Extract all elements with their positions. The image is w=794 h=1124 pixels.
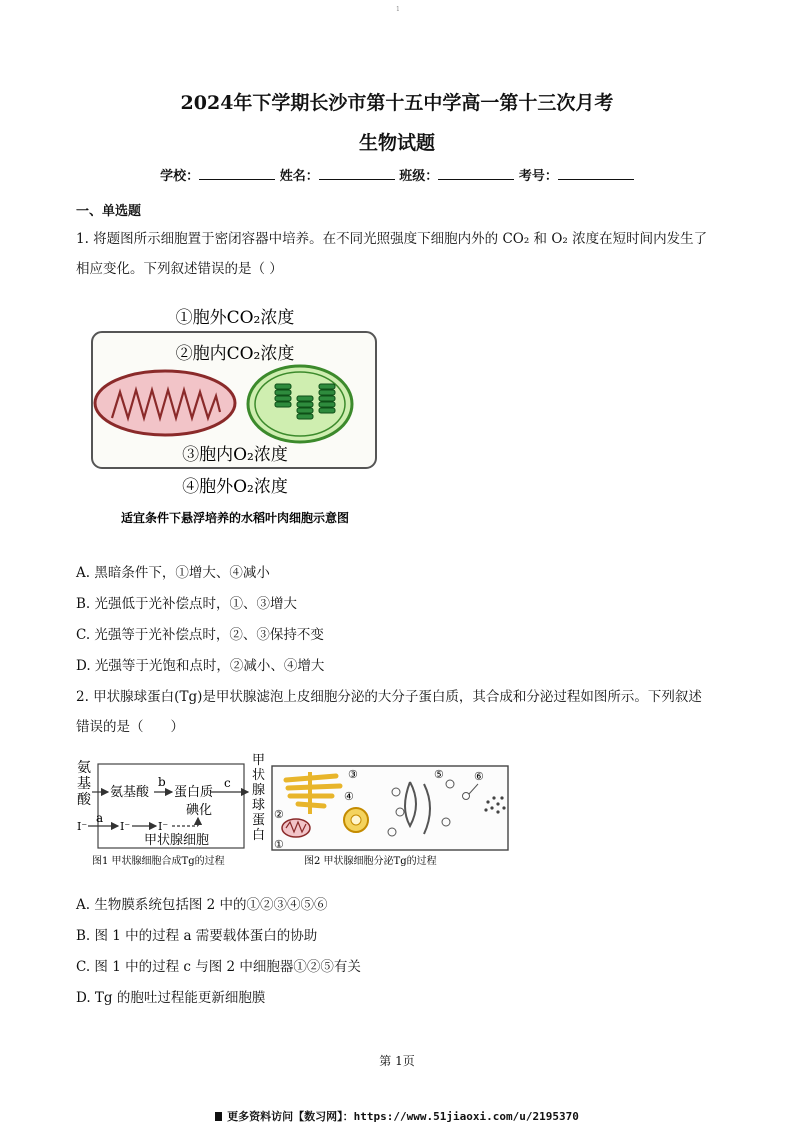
name-label: 姓名： bbox=[279, 169, 319, 184]
figure1 bbox=[77, 753, 265, 867]
name-blank[interactable] bbox=[319, 167, 395, 180]
q1-figure bbox=[90, 300, 390, 532]
label-intracellular-co2: ②胞内CO₂浓度 bbox=[175, 344, 295, 364]
id-label: 考号： bbox=[518, 169, 558, 184]
label-4: ④ bbox=[344, 790, 354, 803]
aminoacid-vertical-1: 氨 bbox=[77, 760, 91, 776]
q1-stem bbox=[76, 224, 720, 284]
flag-icon bbox=[215, 1112, 222, 1121]
chloroplast bbox=[248, 366, 352, 442]
label-1: ① bbox=[274, 838, 284, 851]
protein-label: 蛋白质 bbox=[174, 785, 214, 800]
iodide-outside: I⁻ bbox=[77, 820, 88, 833]
label-3: ③ bbox=[348, 768, 358, 781]
figure1-caption: 图1 甲状腺细胞合成Tg的过程 bbox=[92, 856, 225, 867]
page-number: 第 1页 bbox=[379, 1054, 415, 1068]
label-6: ⑥ bbox=[474, 770, 484, 783]
class-blank[interactable] bbox=[438, 167, 514, 180]
process-c-label: c bbox=[224, 776, 231, 790]
process-b-label: b bbox=[158, 775, 166, 789]
exam-title: 2024年下学期长沙市第十五中学高一第十三次月考 bbox=[180, 92, 614, 114]
q1-option-c[interactable]: C. 光强等于光补偿点时，②、③保持不变 bbox=[76, 627, 324, 643]
q2-stem bbox=[76, 682, 720, 742]
aminoacid-vertical-3: 酸 bbox=[77, 792, 91, 808]
label-extracellular-o2: ④胞外O₂浓度 bbox=[182, 477, 288, 497]
figure2-caption: 图2 甲状腺细胞分泌Tg的过程 bbox=[304, 856, 437, 867]
thyroid-cell-label: 甲状腺细胞 bbox=[144, 833, 210, 848]
q2-figure bbox=[74, 752, 514, 872]
q2-option-d[interactable]: D. Tg 的胞吐过程能更新细胞膜 bbox=[76, 990, 266, 1006]
label-extracellular-co2: ①胞外CO₂浓度 bbox=[175, 308, 295, 328]
mitochondrion bbox=[95, 371, 235, 435]
class-label: 班级： bbox=[399, 169, 439, 184]
figure2 bbox=[272, 766, 508, 867]
tg-vertical-3: 腺 bbox=[252, 783, 266, 798]
tg-vertical-1: 甲 bbox=[252, 753, 266, 768]
process-a-label: a bbox=[96, 811, 104, 825]
id-blank[interactable] bbox=[558, 167, 634, 180]
label-intracellular-o2: ③胞内O₂浓度 bbox=[182, 445, 288, 465]
q1-stem-line2: 相应变化。下列叙述错误的是（ ） bbox=[76, 261, 283, 277]
q1-option-a[interactable]: A. 黑暗条件下，①增大、④减小 bbox=[76, 565, 270, 581]
q2-option-c[interactable]: C. 图 1 中的过程 c 与图 2 中细胞器①②⑤有关 bbox=[76, 959, 361, 975]
school-label: 学校： bbox=[160, 169, 200, 184]
tg-vertical-5: 蛋 bbox=[252, 813, 266, 828]
footer-link[interactable] bbox=[0, 1108, 794, 1124]
footer-link-text[interactable]: 更多资料访问【数习网】：https://www.51jiaoxi.com/u/2195370 bbox=[227, 1110, 579, 1123]
tg-vertical-6: 白 bbox=[252, 828, 266, 843]
q1-figure-caption: 适宜条件下悬浮培养的水稻叶肉细胞示意图 bbox=[120, 511, 350, 525]
student-info-line bbox=[0, 165, 794, 184]
label-2: ② bbox=[274, 808, 284, 821]
aminoacid-in-cell: 氨基酸 bbox=[110, 785, 150, 800]
iodination-label: 碘化 bbox=[186, 803, 213, 818]
q1-stem-line1: 1. 将题图所示细胞置于密闭容器中培养。在不同光照强度下细胞内外的 CO₂ 和 O₂ 浓度在短时间内发生了 bbox=[76, 231, 708, 247]
label-5: ⑤ bbox=[434, 768, 444, 781]
q2-stem-line2: 错误的是（ ） bbox=[76, 719, 184, 735]
iodide-inside-1: I⁻ bbox=[120, 820, 131, 833]
q1-option-d[interactable]: D. 光强等于光饱和点时，②减小、④增大 bbox=[76, 658, 325, 674]
aminoacid-vertical-2: 基 bbox=[77, 776, 91, 792]
q2-option-b[interactable]: B. 图 1 中的过程 a 需要载体蛋白的协助 bbox=[76, 928, 318, 944]
iodide-inside-2: I⁻ bbox=[158, 820, 169, 833]
tg-vertical-4: 球 bbox=[252, 798, 266, 813]
section-title: 一、单选题 bbox=[76, 204, 142, 219]
exam-subtitle: 生物试题 bbox=[358, 132, 435, 154]
tg-vertical-2: 状 bbox=[252, 768, 266, 783]
q1-option-b[interactable]: B. 光强低于光补偿点时，①、③增大 bbox=[76, 596, 298, 612]
school-blank[interactable] bbox=[199, 167, 275, 180]
q2-option-a[interactable]: A. 生物膜系统包括图 2 中的①②③④⑤⑥ bbox=[76, 897, 328, 913]
q2-stem-line1: 2. 甲状腺球蛋白(Tg)是甲状腺滤泡上皮细胞分泌的大分子蛋白质，其合成和分泌过程如图所示。下列叙述 bbox=[76, 689, 702, 705]
page-mark: 1 bbox=[396, 6, 400, 13]
